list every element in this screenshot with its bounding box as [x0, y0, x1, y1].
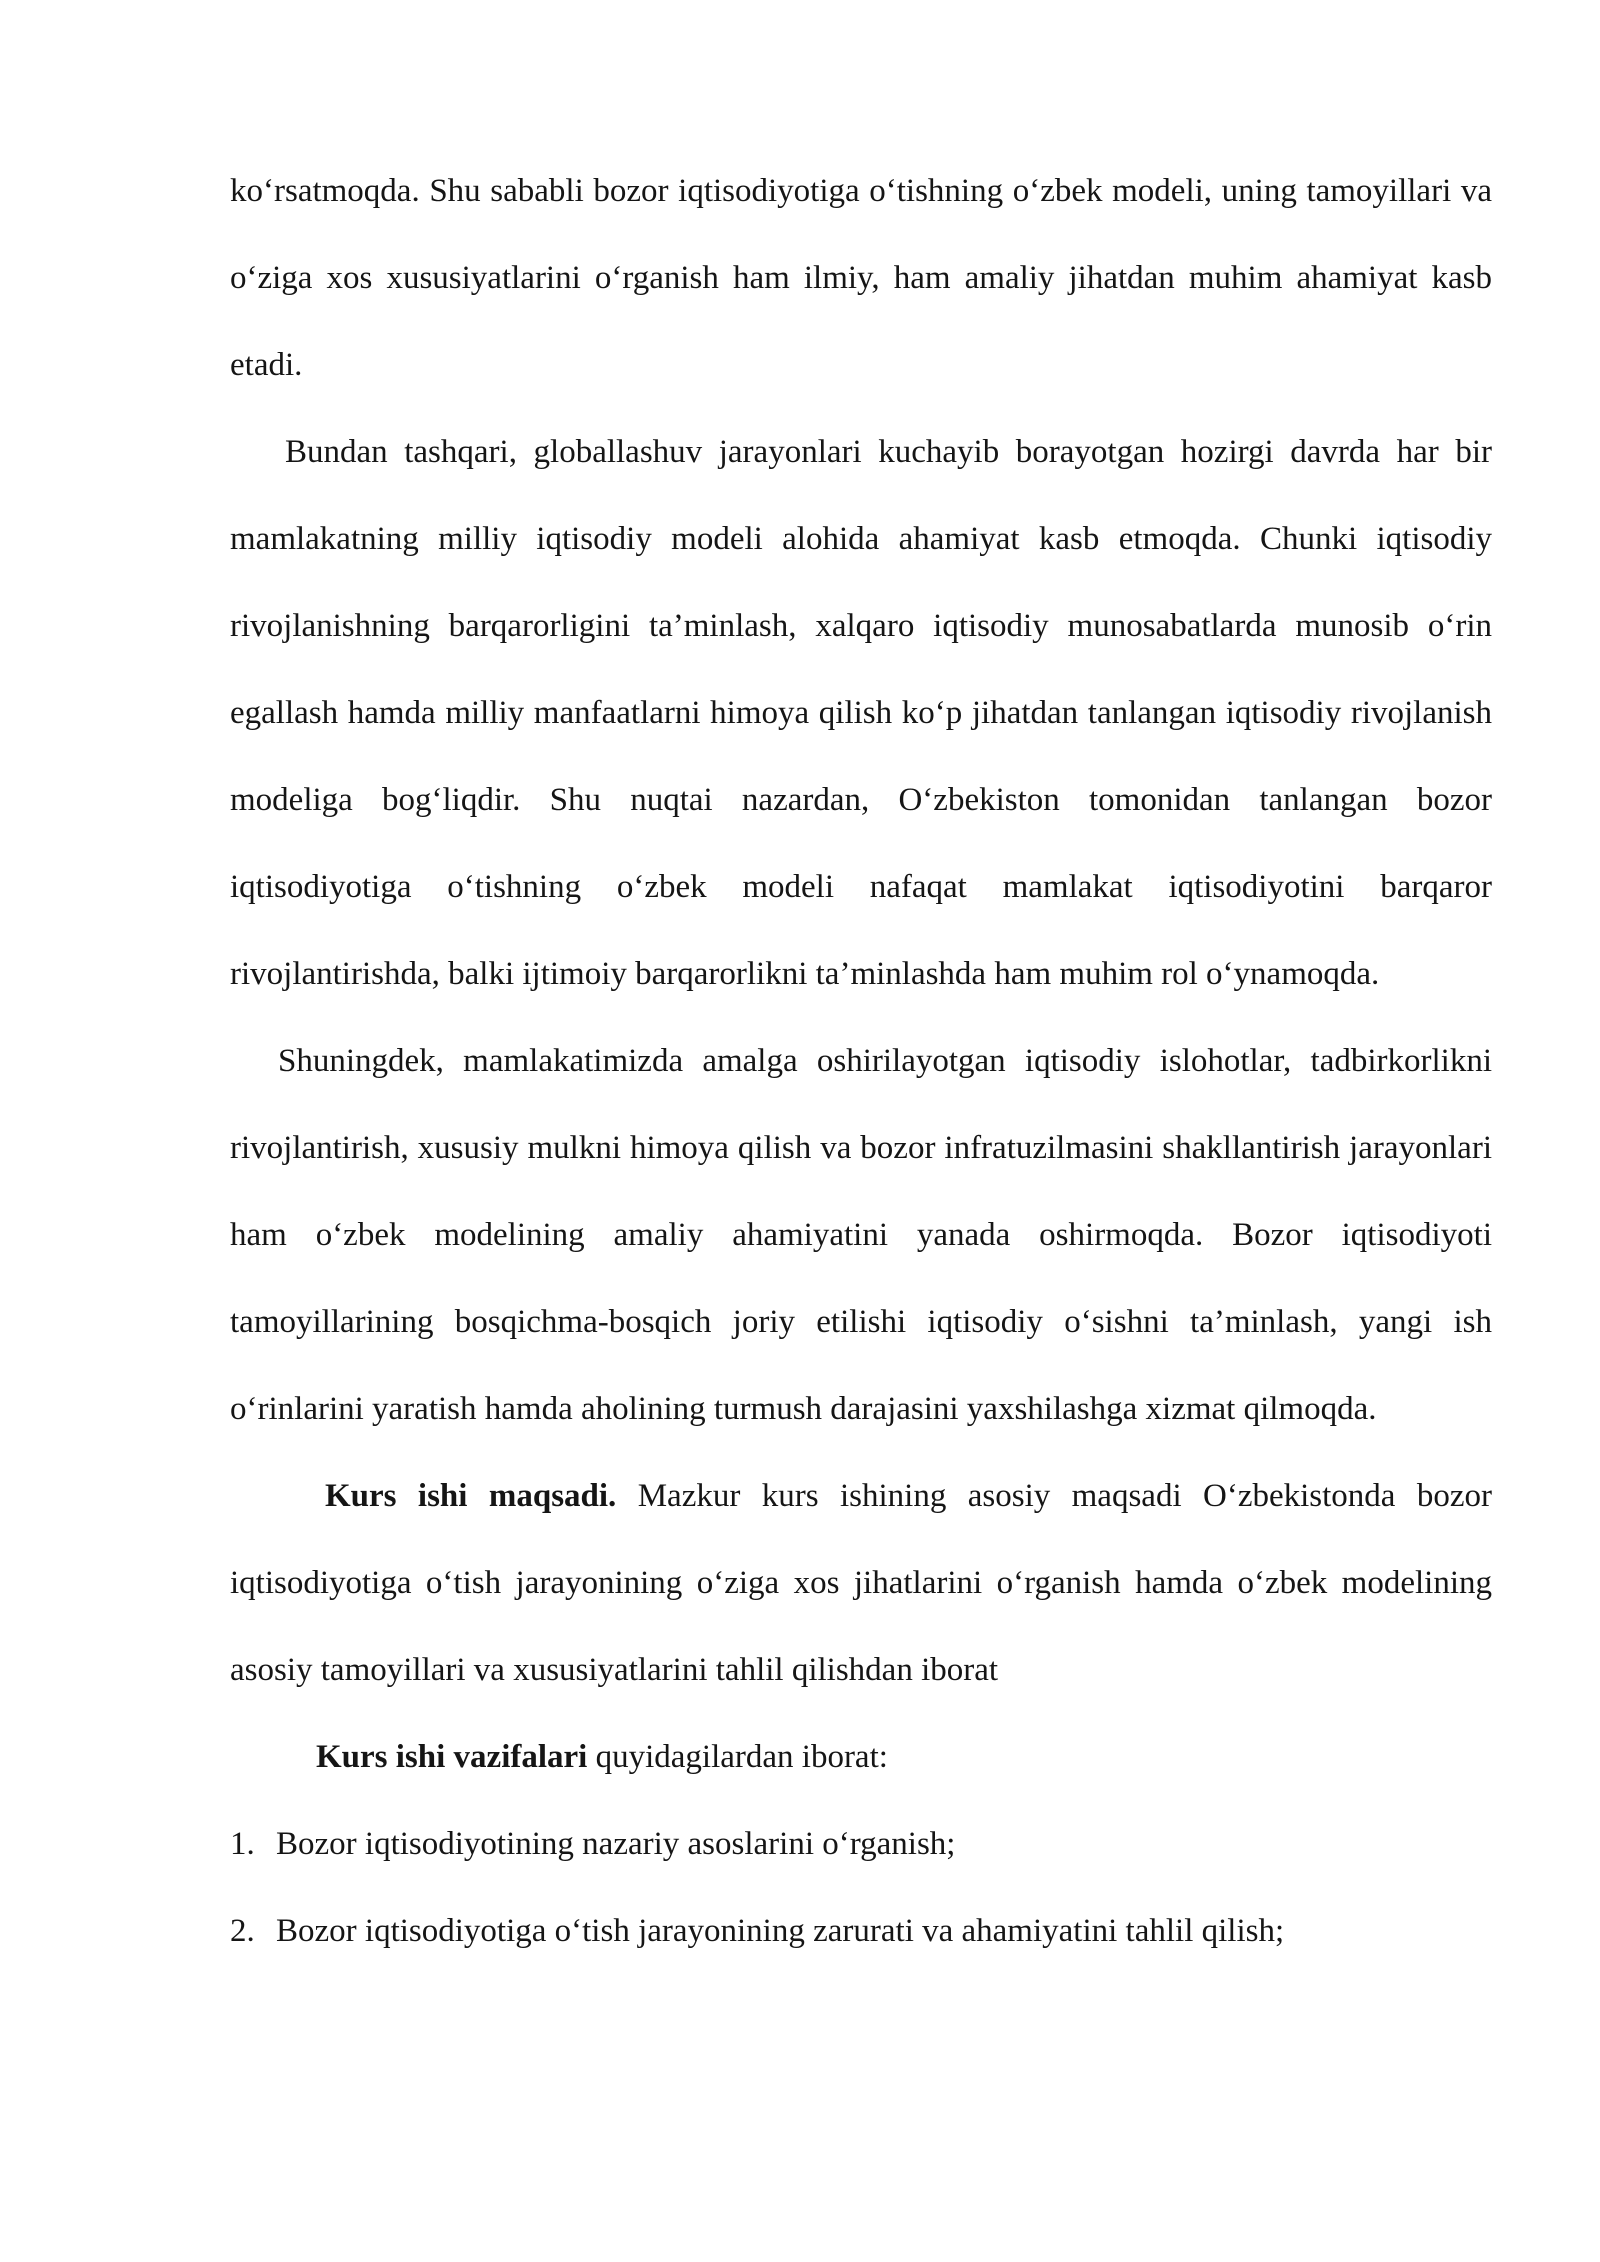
- list-item: [230, 1801, 1492, 1888]
- paragraph-text: quyidagilardan iborat:: [587, 1739, 888, 1775]
- paragraph-text: Shuningdek, mamlakatimizda amalga oshirilayotgan iqtisodiy islohotlar, tadbirkorlikni rivojlantirish, xususiy mulkni himoya qilish va bozor infratuzilmasini shakllantirish jarayonlari ham o‘zbek modelining amaliy ahamiyatini yanada oshirmoqda. Bozor iqtisodiyoti tamoyillarining bosqichma-bosqich joriy etilishi iqtisodiy o‘sishni ta’minlash, yangi ish o‘rinlarini yaratish hamda aholining turmush darajasini yaxshilashga xizmat qilmoqda.: [230, 1043, 1492, 1427]
- list-item-text: Bozor iqtisodiyotiga o‘tish jarayonining zarurati va ahamiyatini tahlil qilish;: [276, 1913, 1285, 1949]
- document-body: [230, 148, 1492, 1975]
- list-item-number: 1.: [230, 1826, 255, 1862]
- paragraph-intro-continuation: [230, 148, 1492, 409]
- course-goal-heading: Kurs ishi maqsadi.: [325, 1478, 617, 1514]
- list-item-number: 2.: [230, 1913, 255, 1949]
- list-item: [230, 1888, 1492, 1975]
- paragraph-globalization: [230, 409, 1492, 1018]
- paragraph-text: ko‘rsatmoqda. Shu sababli bozor iqtisodiyotiga o‘tishning o‘zbek modeli, uning tamoyillari va o‘ziga xos xususiyatlarini o‘rganish ham ilmiy, ham amaliy jihatdan muhim ahamiyat kasb etadi.: [230, 173, 1492, 383]
- course-tasks-heading: Kurs ishi vazifalari: [316, 1739, 588, 1775]
- paragraph-course-goal: [230, 1453, 1492, 1714]
- paragraph-course-tasks: [230, 1714, 1492, 1801]
- list-item-text: Bozor iqtisodiyotining nazariy asoslarini o‘rganish;: [276, 1826, 956, 1862]
- paragraph-reforms: [230, 1018, 1492, 1453]
- paragraph-text: Mazkur kurs ishining asosiy maqsadi O‘zbekistonda bozor iqtisodiyotiga o‘tish jarayonining o‘ziga xos jihatlarini o‘rganish hamda o‘zbek modelining asosiy tamoyillari va xususiyatlarini tahlil qilishdan iborat: [230, 1478, 1492, 1688]
- paragraph-text: Bundan tashqari, globallashuv jarayonlari kuchayib borayotgan hozirgi davrda har bir mamlakatning milliy iqtisodiy modeli alohida ahamiyat kasb etmoqda. Chunki iqtisodiy rivojlanishning barqarorligini ta’minlash, xalqaro iqtisodiy munosabatlarda munosib o‘rin egallash hamda milliy manfaatlarni himoya qilish ko‘p jihatdan tanlangan iqtisodiy rivojlanish modeliga bog‘liqdir. Shu nuqtai nazardan, O‘zbekiston tomonidan tanlangan bozor iqtisodiyotiga o‘tishning o‘zbek modeli nafaqat mamlakat iqtisodiyotini barqaror rivojlantirishda, balki ijtimoiy barqarorlikni ta’minlashda ham muhim rol o‘ynamoqda.: [230, 434, 1492, 992]
